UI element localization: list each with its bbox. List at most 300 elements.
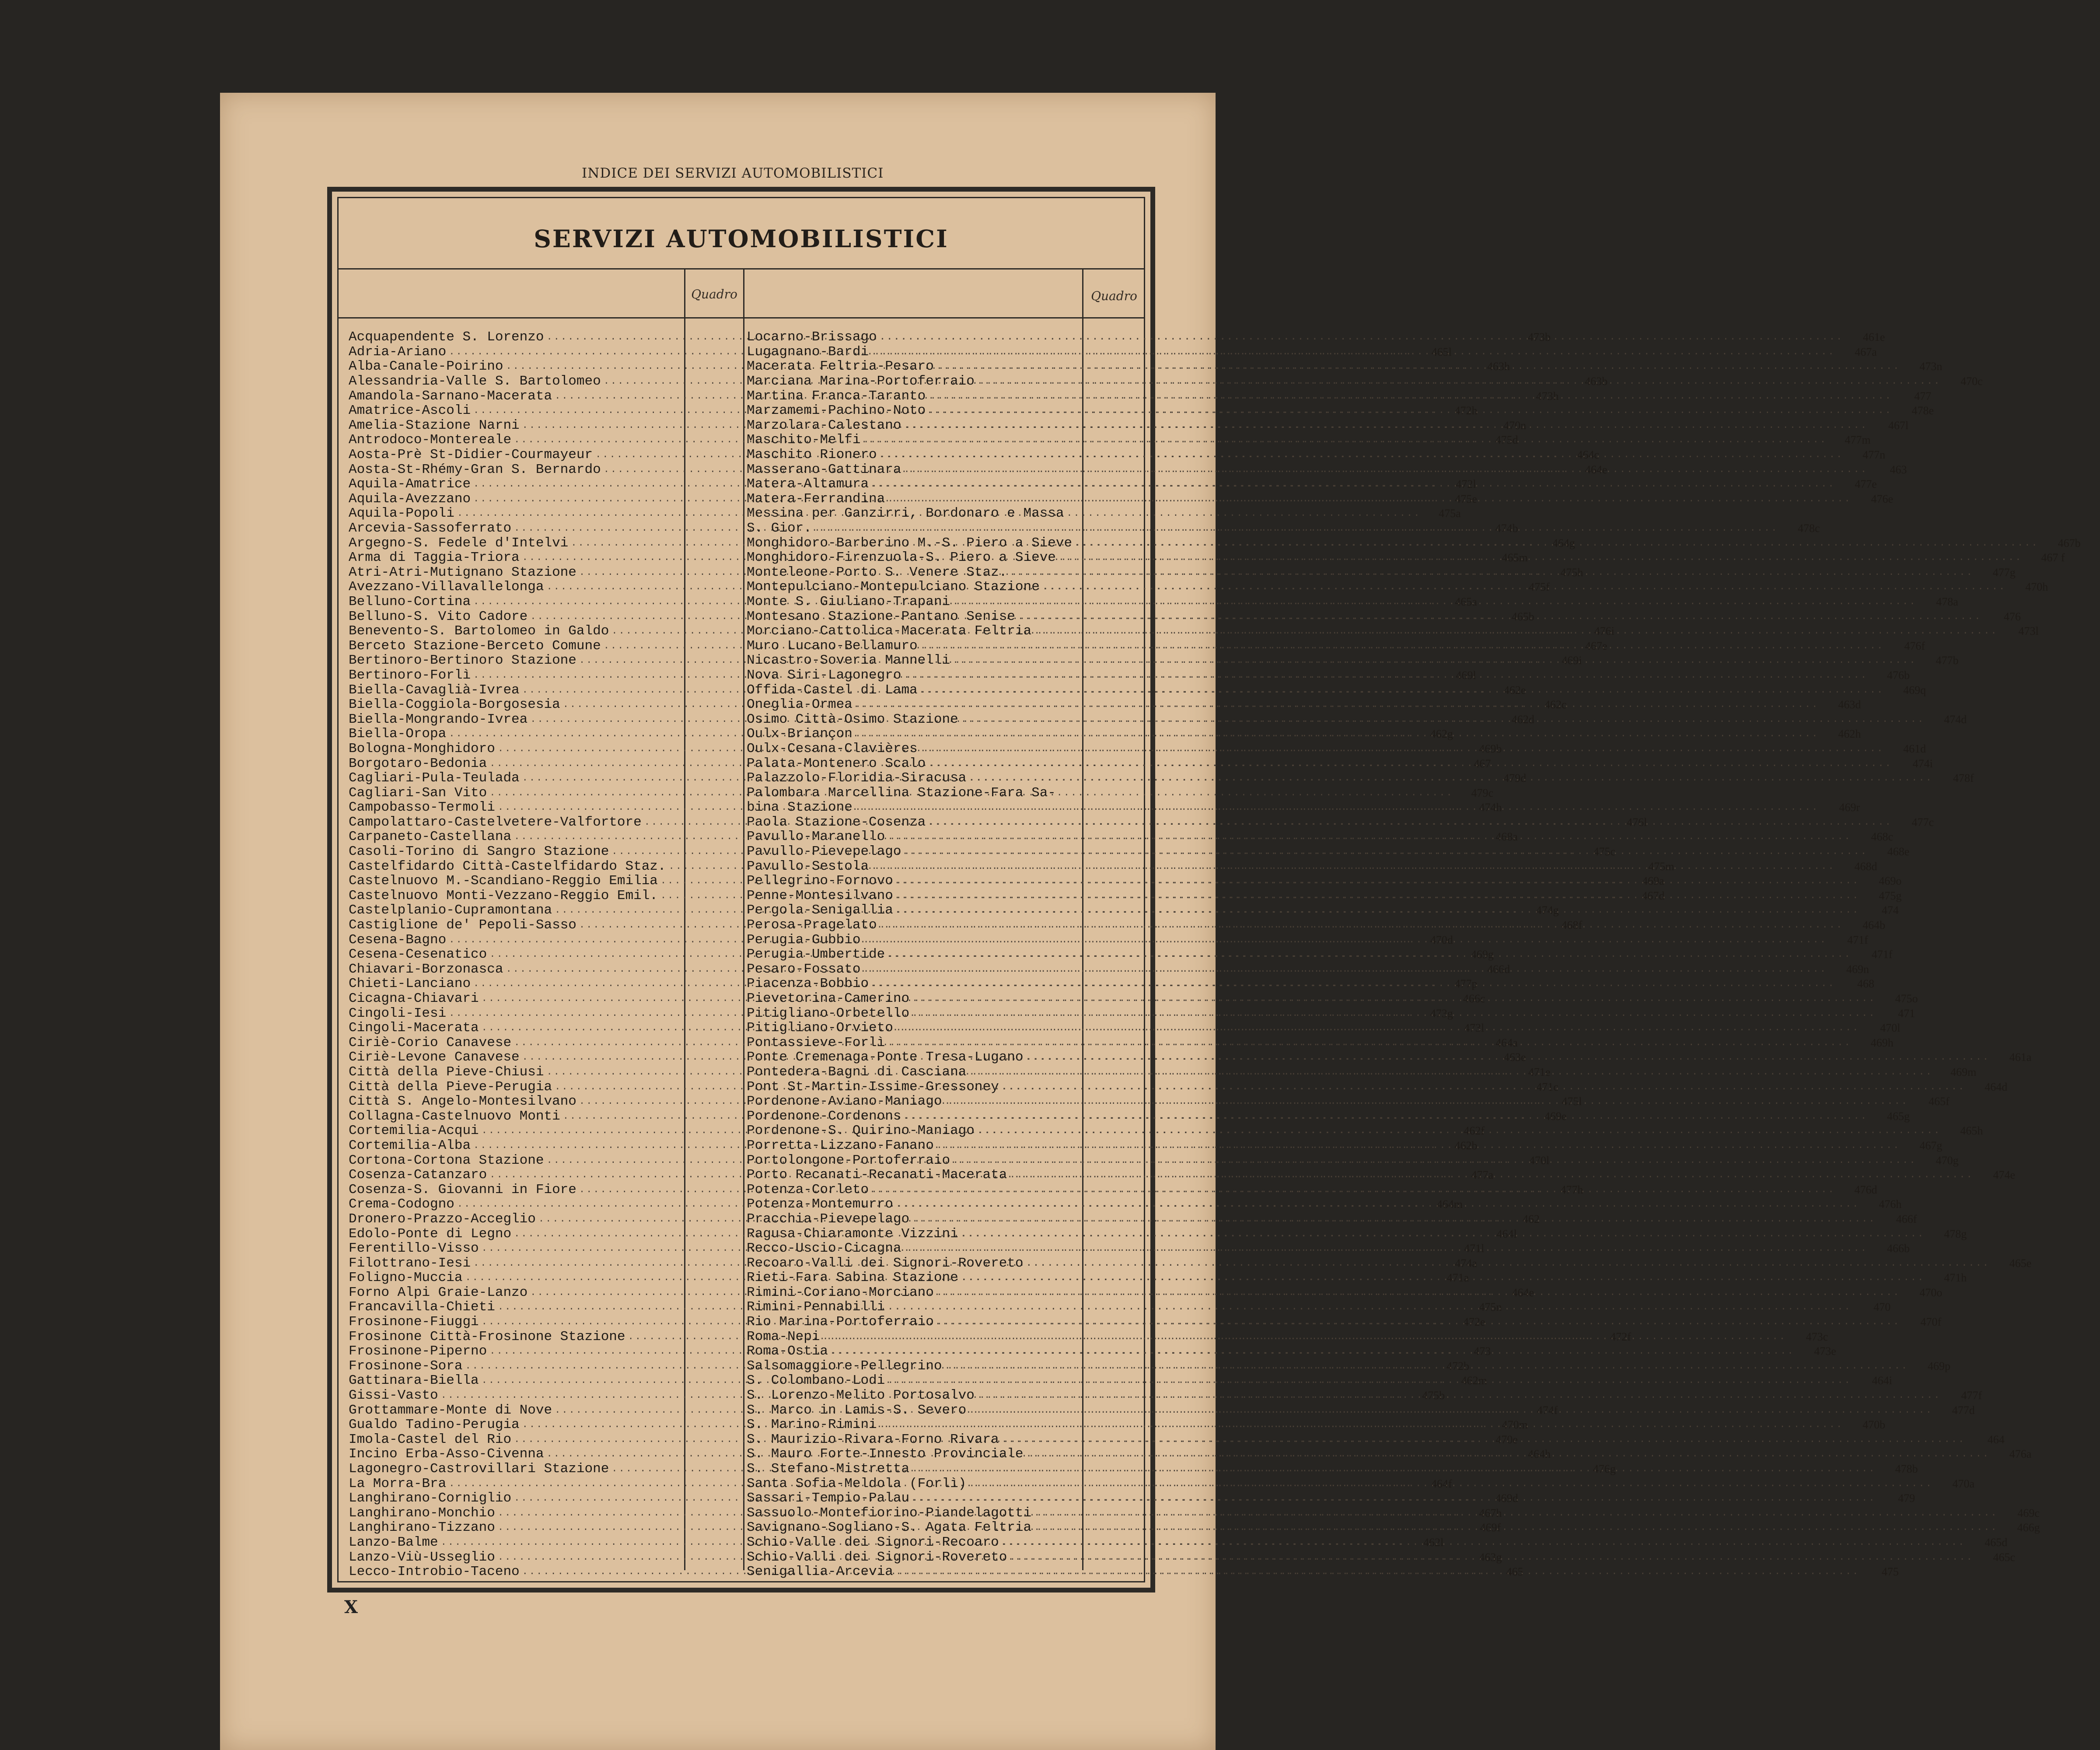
quadro-reference: 471a — [1447, 1271, 1469, 1284]
route-name: Città della Pieve-Chiusi — [349, 1064, 544, 1080]
route-name: Carpaneto-Castellana — [349, 829, 512, 845]
dot-leader — [869, 1183, 1835, 1197]
route-name: Martina Franca-Taranto — [747, 388, 926, 404]
route-name: Ponte Cremenaga-Ponte Tresa-Lugano — [747, 1050, 1024, 1065]
index-row — [747, 785, 1145, 800]
quadro-reference: 477 — [1914, 389, 1932, 402]
quadro-reference: 468e — [1887, 845, 1910, 858]
route-name: Rio Marina-Portoferraio — [747, 1314, 934, 1330]
route-name: Amelia-Stazione Narni — [349, 417, 520, 433]
quadro-reference: 474b — [1495, 522, 1518, 535]
route-name: Potenza-Montemurro — [747, 1197, 893, 1212]
route-name: Langhirano-Tizzano — [349, 1520, 495, 1536]
route-name: Cortona-Cortona Stazione — [349, 1152, 544, 1168]
route-name: Arcevia-Sassoferrato — [349, 521, 512, 536]
route-name: Bologna-Monghidoro — [349, 741, 495, 756]
route-name: Morciano-Cattolica-Macerata Feltria — [747, 623, 1032, 639]
dot-leader — [909, 1006, 1876, 1021]
quadro-reference: 470o — [1919, 1286, 1943, 1299]
route-name: Benevento-S. Bartolomeo in Galdo — [349, 623, 609, 639]
route-name: Cingoli-Iesi — [349, 1005, 447, 1021]
quadro-reference: 467b — [2058, 536, 2081, 550]
quadro-reference: 469q — [1903, 683, 1926, 696]
dot-leader — [934, 359, 1901, 374]
quadro-reference: 469c — [2017, 1506, 2040, 1519]
dot-leader — [828, 1344, 1795, 1358]
route-name: Antrodoco-Montereale — [349, 432, 512, 448]
quadro-reference: 462g — [1430, 728, 1453, 741]
quadro-reference: 475a — [1439, 507, 1461, 520]
quadro-reference: 467d — [1642, 889, 1665, 902]
quadro-reference: 471e — [1528, 1065, 1551, 1078]
route-name: Pitigliano-Orvieto — [747, 1020, 893, 1036]
route-name: Adria-Ariano — [349, 344, 447, 360]
route-name: Pordenone-Aviano-Maniago — [747, 1094, 942, 1110]
route-name: Palombara Marcellina Stazione-Fara Sa- — [747, 785, 1056, 801]
route-name: Portolongone-Portoferraio — [747, 1152, 950, 1168]
quadro-reference: 478g — [1944, 1227, 1967, 1240]
quadro-reference: 471h — [1944, 1271, 1967, 1284]
route-name: La Morra-Bra — [349, 1476, 447, 1491]
dot-leader — [909, 1462, 1876, 1476]
route-name: Acquapendente S. Lorenzo — [349, 329, 544, 345]
quadro-reference: 477c — [1911, 816, 1934, 829]
route-name: Santa Sofia-Meldola (Forlì) — [747, 1476, 967, 1491]
dot-leader — [934, 1138, 1901, 1153]
dot-leader — [860, 433, 1827, 447]
route-name: Ferentillo-Visso — [349, 1241, 479, 1256]
route-name: Castiglione de' Pepoli-Sasso — [349, 917, 577, 933]
quadro-reference: 473l — [2018, 625, 2039, 638]
dot-leader — [1031, 1506, 1998, 1520]
route-name: Frosinone-Fiuggi — [349, 1314, 479, 1330]
route-name: Gattinara-Biella — [349, 1373, 479, 1389]
quadro-reference: 462l — [1423, 1536, 1444, 1549]
dot-leader — [853, 800, 1819, 815]
route-name: Oneglia-Ormea — [747, 697, 853, 713]
quadro-reference: 466d — [1487, 962, 1510, 976]
quadro-reference: 475c — [1593, 845, 1616, 858]
quadro-reference: 476h — [1879, 1198, 1902, 1211]
route-name: Amatrice-Ascoli — [349, 403, 471, 419]
route-name: Città S. Angelo-Montesilvano — [349, 1094, 577, 1110]
quadro-reference: 475d — [1495, 434, 1518, 447]
route-name: Castelfidardo Città-Castelfidardo Staz. — [349, 858, 666, 874]
route-name: Cingoli-Macerata — [349, 1020, 479, 1036]
route-name: Maschito Rionero — [747, 447, 877, 463]
route-name: Pordenone-S. Quirino-Maniago — [747, 1123, 975, 1139]
route-name: Casoli-Torino di Sangro Stazione — [349, 844, 609, 860]
dot-leader — [1015, 609, 1982, 624]
route-name: Recoaro-Valli dei Signori-Rovereto — [747, 1255, 1024, 1271]
quadro-reference: 469p — [1927, 1359, 1950, 1372]
route-name: Langhirano-Corniglio — [349, 1491, 512, 1506]
quadro-reference: 467e — [1585, 639, 1607, 652]
quadro-reference: 471c — [1536, 1080, 1558, 1093]
dot-leader — [1007, 1550, 1974, 1564]
route-name: Gualdo Tadino-Perugia — [349, 1417, 520, 1433]
quadro-reference: 469d — [1495, 1492, 1518, 1505]
quadro-reference: 464a — [1496, 1036, 1518, 1049]
route-name: Biella-Cavaglià-Ivrea — [349, 682, 520, 698]
dot-leader — [853, 697, 1819, 712]
quadro-reference: 463e — [1503, 1051, 1526, 1064]
route-name: Pordenone-Cordenons — [747, 1108, 901, 1124]
quadro-reference: 475o — [1895, 992, 1918, 1005]
index-row — [747, 1344, 1836, 1359]
quadro-reference: 470 — [1873, 1301, 1891, 1314]
quadro-reference: 473g — [1430, 1007, 1453, 1020]
route-name: Monghidoro-Firenzuola-S. Piero a Sieve — [747, 550, 1056, 566]
route-name: Perugia-Gubbio — [747, 932, 861, 948]
dot-leader — [1007, 1168, 1974, 1182]
route-name: Potenza-Corleto — [747, 1182, 869, 1197]
quadro-reference: 463g — [1479, 1550, 1502, 1564]
route-name: Castelnuovo Monti-Vezzano-Reggio Emil. — [349, 888, 658, 903]
quadro-reference: 478a — [1936, 595, 1958, 608]
page-number: X — [344, 1597, 358, 1617]
route-name: Pontassieve-Forlì — [747, 1035, 885, 1050]
quadro-reference: 477d — [1952, 1404, 1975, 1417]
route-name: Piacenza-Bobbio — [747, 976, 869, 992]
dot-leader — [926, 403, 1892, 418]
route-name: Grottammare-Monte di Nove — [349, 1402, 552, 1418]
quadro-reference: 470e — [1496, 1433, 1518, 1446]
dot-leader — [950, 595, 1917, 609]
dot-leader — [1072, 536, 2039, 550]
quadro-reference: 462 — [1522, 1212, 1540, 1225]
quadro-reference: 464f — [1431, 1477, 1452, 1490]
quadro-reference: 467h — [1479, 1506, 1502, 1519]
dot-leader — [934, 1315, 1901, 1329]
route-name: Aquila-Avezzano — [349, 491, 471, 507]
route-name: Chieti-Lanciano — [349, 976, 471, 992]
quadro-reference: 474a — [1455, 1256, 1477, 1270]
route-name: Gissi-Vasto — [349, 1388, 438, 1404]
quadro-reference: 468f — [1561, 919, 1583, 932]
quadro-reference: 464d — [1985, 1080, 2008, 1093]
quadro-reference: 461e — [1862, 331, 1885, 344]
dot-leader — [966, 1065, 1933, 1079]
route-name: Atri-Atri-Mutignano Stazione — [349, 564, 577, 580]
route-name: Forno Alpi Graie-Lanzo — [349, 1284, 528, 1300]
quadro-reference: 471f — [1847, 933, 1868, 946]
route-name: Lagonegro-Castrovillari Stazione — [349, 1461, 609, 1477]
dot-leader — [860, 962, 1827, 976]
quadro-reference: 476b — [1887, 668, 1910, 682]
dot-leader — [909, 1491, 1876, 1505]
dot-leader — [1007, 565, 1974, 580]
route-name: Offida-Castel di Lama — [747, 682, 918, 698]
quadro-reference: 464e — [1512, 1286, 1534, 1299]
route-name: Frosinone-Sora — [349, 1358, 463, 1374]
quadro-reference: 470b — [1862, 1418, 1886, 1432]
route-name: Penne-Montesilvano — [747, 888, 893, 903]
index-row — [747, 506, 1145, 521]
route-name: Cosenza-S. Giovanni in Fiore — [349, 1182, 577, 1197]
route-name: Alba-Canale-Poirino — [349, 359, 503, 374]
route-name: Muro Lucano-Bellamuro — [747, 638, 918, 654]
route-name: Cosenza-Catanzaro — [349, 1167, 487, 1183]
dot-leader — [885, 1300, 1852, 1314]
route-name: Monghidoro-Barberino M.-S. Piero a Sieve — [747, 535, 1073, 551]
dot-leader — [812, 521, 1779, 536]
quadro-reference: 464 — [1987, 1433, 2005, 1446]
route-name: Città della Pieve-Perugia — [349, 1079, 552, 1095]
quadro-reference: 468d — [1854, 860, 1877, 873]
quadro-reference: 477p — [1454, 977, 1478, 990]
dot-leader — [926, 389, 1892, 403]
route-name: Nova Siri-Lagonegro — [747, 667, 901, 683]
route-name: Aosta-Prè St-Didier-Courmayeur — [349, 447, 593, 463]
quadro-reference: 475n — [1479, 1301, 1502, 1314]
quadro-reference: 465e — [2009, 1256, 2032, 1270]
route-name: Schio-Valle dei Signori-Recoaro — [747, 1534, 999, 1550]
header-rule — [339, 317, 1144, 318]
quadro-reference: 462m — [1461, 1374, 1487, 1387]
dot-leader — [869, 477, 1835, 491]
quadro-reference: 469h — [1870, 1036, 1894, 1049]
dot-leader — [869, 345, 1835, 359]
route-name: Chiavari-Borzonasca — [349, 961, 503, 977]
quadro-reference: 465d — [1985, 1536, 2008, 1549]
route-name: Palata-Montenero Scalo — [747, 756, 926, 771]
route-name: S. Gior. — [747, 521, 812, 536]
dot-leader — [885, 1036, 1852, 1050]
route-name: Dronero-Prazzo-Acceglio — [349, 1211, 536, 1227]
route-name: S. Marco in Lamis-S. Severo — [747, 1402, 967, 1418]
route-name: S. Lorenzo-Melito Portosalvo — [747, 1388, 975, 1404]
quadro-reference: 468 — [1857, 977, 1875, 990]
dot-leader — [950, 1153, 1917, 1168]
quadro-reference: 469i — [1562, 654, 1582, 667]
quadro-reference: 469m — [1950, 1065, 1977, 1078]
quadro-reference: 462h — [1838, 728, 1861, 741]
quadro-reference: 477e — [1855, 478, 1877, 491]
route-name: Cortemilia-Acqui — [349, 1123, 479, 1139]
route-name: bina Stazione — [747, 800, 853, 816]
right-quadro-header: Quadro — [1091, 289, 1137, 303]
quadro-reference: 467g — [1919, 1139, 1943, 1152]
dot-leader — [958, 1270, 1925, 1285]
quadro-reference: 470a — [1952, 1477, 1975, 1490]
quadro-reference: 464l — [1496, 1227, 1517, 1240]
dot-leader — [966, 1477, 1933, 1491]
dot-leader — [885, 830, 1852, 844]
quadro-reference: 477f — [1961, 1389, 1982, 1402]
quadro-reference: 475h — [1560, 566, 1583, 579]
route-name: Alessandria-Valle S. Bartolomeo — [349, 374, 601, 389]
dot-leader — [1056, 550, 2023, 565]
route-name: Ciriè-Corio Canavese — [349, 1035, 512, 1050]
route-name: Savignano-Sogliano-S. Agata Feltria — [747, 1520, 1032, 1536]
quadro-reference: 477a — [1471, 1169, 1494, 1182]
quadro-reference: 469n — [1846, 962, 1869, 976]
dot-leader — [1031, 1520, 1998, 1535]
route-name: Oulx-Briançon — [747, 726, 853, 742]
quadro-reference: 476 — [2003, 610, 2021, 623]
quadro-reference: 479c — [1471, 786, 1494, 799]
route-name: Foligno-Muccia — [349, 1270, 463, 1286]
quadro-reference: 469a — [1642, 875, 1664, 888]
quadro-reference: 474 — [1881, 904, 1899, 917]
route-name: Monte S. Giuliano-Trapani — [747, 594, 950, 609]
route-name: Ciriè-Levone Canavese — [349, 1050, 520, 1065]
page-title: SERVIZI AUTOMOBILISTICI — [534, 224, 949, 253]
quadro-reference: 470f — [1920, 1316, 1942, 1329]
quadro-reference: 467a — [1855, 345, 1877, 358]
route-name: Pitigliano-Orbetello — [747, 1005, 910, 1021]
dot-leader — [885, 947, 1852, 962]
quadro-reference: 465c — [1993, 1550, 2016, 1564]
route-name: Biella-Mongrando-Ivrea — [349, 711, 528, 727]
dot-leader — [975, 374, 1941, 388]
quadro-reference: 477h — [1560, 1183, 1583, 1196]
quadro-reference: 465m — [1502, 551, 1528, 564]
dot-leader — [975, 1388, 1941, 1403]
route-name: Osimo Città-Osimo Stazione — [747, 711, 958, 727]
table-frame — [327, 187, 2081, 1592]
quadro-reference: 469r — [1839, 801, 1860, 814]
quadro-reference: 477g — [1992, 566, 2016, 579]
quadro-reference: 476i — [1594, 625, 1614, 638]
route-name: Oulx-Cesana-Clavières — [747, 741, 918, 756]
quadro-reference: 473 — [1474, 1345, 1491, 1358]
quadro-reference: 470d — [1430, 933, 1453, 946]
dot-leader — [926, 756, 1892, 771]
quadro-reference: 465b — [1511, 610, 1534, 623]
route-name: Nicastro-Soveria Mannelli — [747, 653, 950, 668]
route-name: Pracchia-Pievepelago — [747, 1211, 910, 1227]
dot-leader — [893, 889, 1860, 903]
route-name: Castelnuovo M.-Scandiano-Reggio Emilia — [349, 873, 658, 889]
quadro-reference: 466f — [1896, 1212, 1917, 1225]
quadro-reference: 473h — [1536, 389, 1559, 402]
route-name: Paola Stazione-Cosenza — [747, 814, 926, 830]
quadro-reference: 472l — [1456, 478, 1476, 491]
quadro-reference: 465l — [1431, 345, 1452, 358]
route-name: Perugia-Umbertide — [747, 947, 885, 962]
quadro-reference: 473b — [1527, 331, 1551, 344]
route-name: Masserano-Gattinara — [747, 462, 901, 477]
quadro-reference: 472b — [1446, 1359, 1469, 1372]
quadro-reference: 475l — [1562, 1095, 1582, 1108]
dot-leader — [893, 1197, 1860, 1211]
route-name: Bertinoro-Forlì — [349, 667, 471, 683]
route-name: Macerata Feltria-Pesaro — [747, 359, 934, 374]
dot-leader — [853, 727, 1819, 741]
quadro-reference: 478f — [1953, 772, 1974, 785]
route-name: S. Colombano-Lodi — [747, 1373, 885, 1389]
route-name: Montepulciano-Montepulciano Stazione — [747, 579, 1040, 595]
left-quadro-header: Quadro — [691, 287, 737, 301]
quadro-reference: 464g — [1552, 536, 1575, 550]
route-name: Rimini-Coriano-Morciano — [747, 1284, 934, 1300]
route-name: Lugagnano-Bardi — [747, 344, 869, 360]
quadro-reference: 476g — [1593, 1463, 1616, 1476]
route-name: Cesena-Cesenatico — [349, 947, 487, 962]
dot-leader — [877, 448, 1844, 462]
route-name: Langhirano-Monchio — [349, 1505, 495, 1521]
quadro-reference: 467 f — [2041, 551, 2065, 564]
dot-leader — [1031, 624, 1998, 638]
dot-leader — [820, 1330, 1786, 1344]
route-name: Bertinoro-Bertinoro Stazione — [349, 653, 577, 668]
route-name: Frosinone-Piperno — [349, 1344, 487, 1359]
quadro-reference: 462c — [1544, 698, 1567, 711]
route-name: Biella-Oropa — [349, 726, 447, 742]
dot-leader — [934, 1285, 1901, 1300]
quadro-reference: 464e — [1585, 463, 1607, 476]
quadro-reference: 469b — [1479, 742, 1502, 755]
route-name: Aquila-Amatrice — [349, 476, 471, 492]
dot-leader — [999, 1535, 1966, 1550]
route-name: Amandola-Sarnano-Macerata — [349, 388, 552, 404]
route-name: Matera-Ferrandina — [747, 491, 885, 507]
dot-leader — [860, 933, 1827, 947]
quadro-reference: 465g — [1887, 1110, 1910, 1123]
route-name: Pontedera-Bagni di Casciana — [747, 1064, 967, 1080]
route-name: Matera-Altamura — [747, 476, 869, 492]
quadro-reference: 461a — [2009, 1051, 2032, 1064]
dot-leader — [909, 1212, 1876, 1226]
route-name: Aosta-St-Rhémy-Gran S. Bernardo — [349, 462, 601, 477]
route-name: Castelplanio-Cupramontana — [349, 903, 552, 918]
quadro-reference: 466b — [1887, 1242, 1910, 1255]
quadro-reference: 478b — [1895, 1463, 1918, 1476]
quadro-reference: 464m — [1436, 1198, 1463, 1211]
quadro-reference: 474d — [1944, 713, 1967, 726]
quadro-reference: 476d — [1854, 1183, 1877, 1196]
quadro-reference: 468a — [1496, 830, 1518, 844]
quadro-reference: 469g — [1471, 948, 1494, 961]
quadro-reference: 463 — [1890, 463, 1907, 476]
route-name: Aquila-Popoli — [349, 506, 454, 522]
dot-leader — [999, 1080, 1966, 1094]
dot-leader — [942, 1359, 1908, 1373]
quadro-reference: 470l — [1880, 1022, 1901, 1035]
route-name: Berceto Stazione-Berceto Comune — [349, 638, 601, 654]
dot-leader — [958, 1227, 1925, 1241]
route-name: Cagliari-Pula-Teulada — [349, 770, 520, 786]
dot-leader — [901, 1109, 1868, 1124]
dot-leader — [885, 1373, 1852, 1388]
quadro-reference: 465h — [1960, 1124, 1983, 1138]
route-name: Arma di Taggia-Triora — [349, 550, 520, 566]
dot-leader — [958, 712, 1925, 727]
dot-leader — [966, 771, 1933, 785]
route-name: Perosa-Pragelato — [747, 917, 877, 933]
quadro-reference: 467 — [1474, 757, 1491, 770]
quadro-reference: 475g — [1879, 889, 1902, 902]
quadro-reference: 468c — [1871, 830, 1894, 844]
quadro-reference: 464h — [1527, 1448, 1551, 1461]
quadro-reference: 478c — [1798, 522, 1820, 535]
quadro-reference: 462e — [1503, 683, 1526, 696]
dot-leader — [918, 639, 1884, 653]
route-name: Palazzolo-Floridia-Siracusa — [747, 770, 967, 786]
dot-leader — [926, 815, 1892, 830]
route-name: Imola-Castel del Rio — [349, 1432, 512, 1447]
quadro-reference: 474f — [1537, 1404, 1558, 1417]
route-name: Pavullo-Maranello — [747, 829, 885, 845]
quadro-reference: 477m — [1845, 434, 1871, 447]
route-name: Recco-Uscio-Cicagna — [747, 1241, 901, 1256]
quadro-reference: 477b — [1936, 654, 1959, 667]
dot-leader — [877, 1418, 1844, 1432]
route-name: Argegno-S. Fedele d'Intelvi — [349, 535, 569, 551]
dot-leader — [1024, 1050, 1990, 1064]
